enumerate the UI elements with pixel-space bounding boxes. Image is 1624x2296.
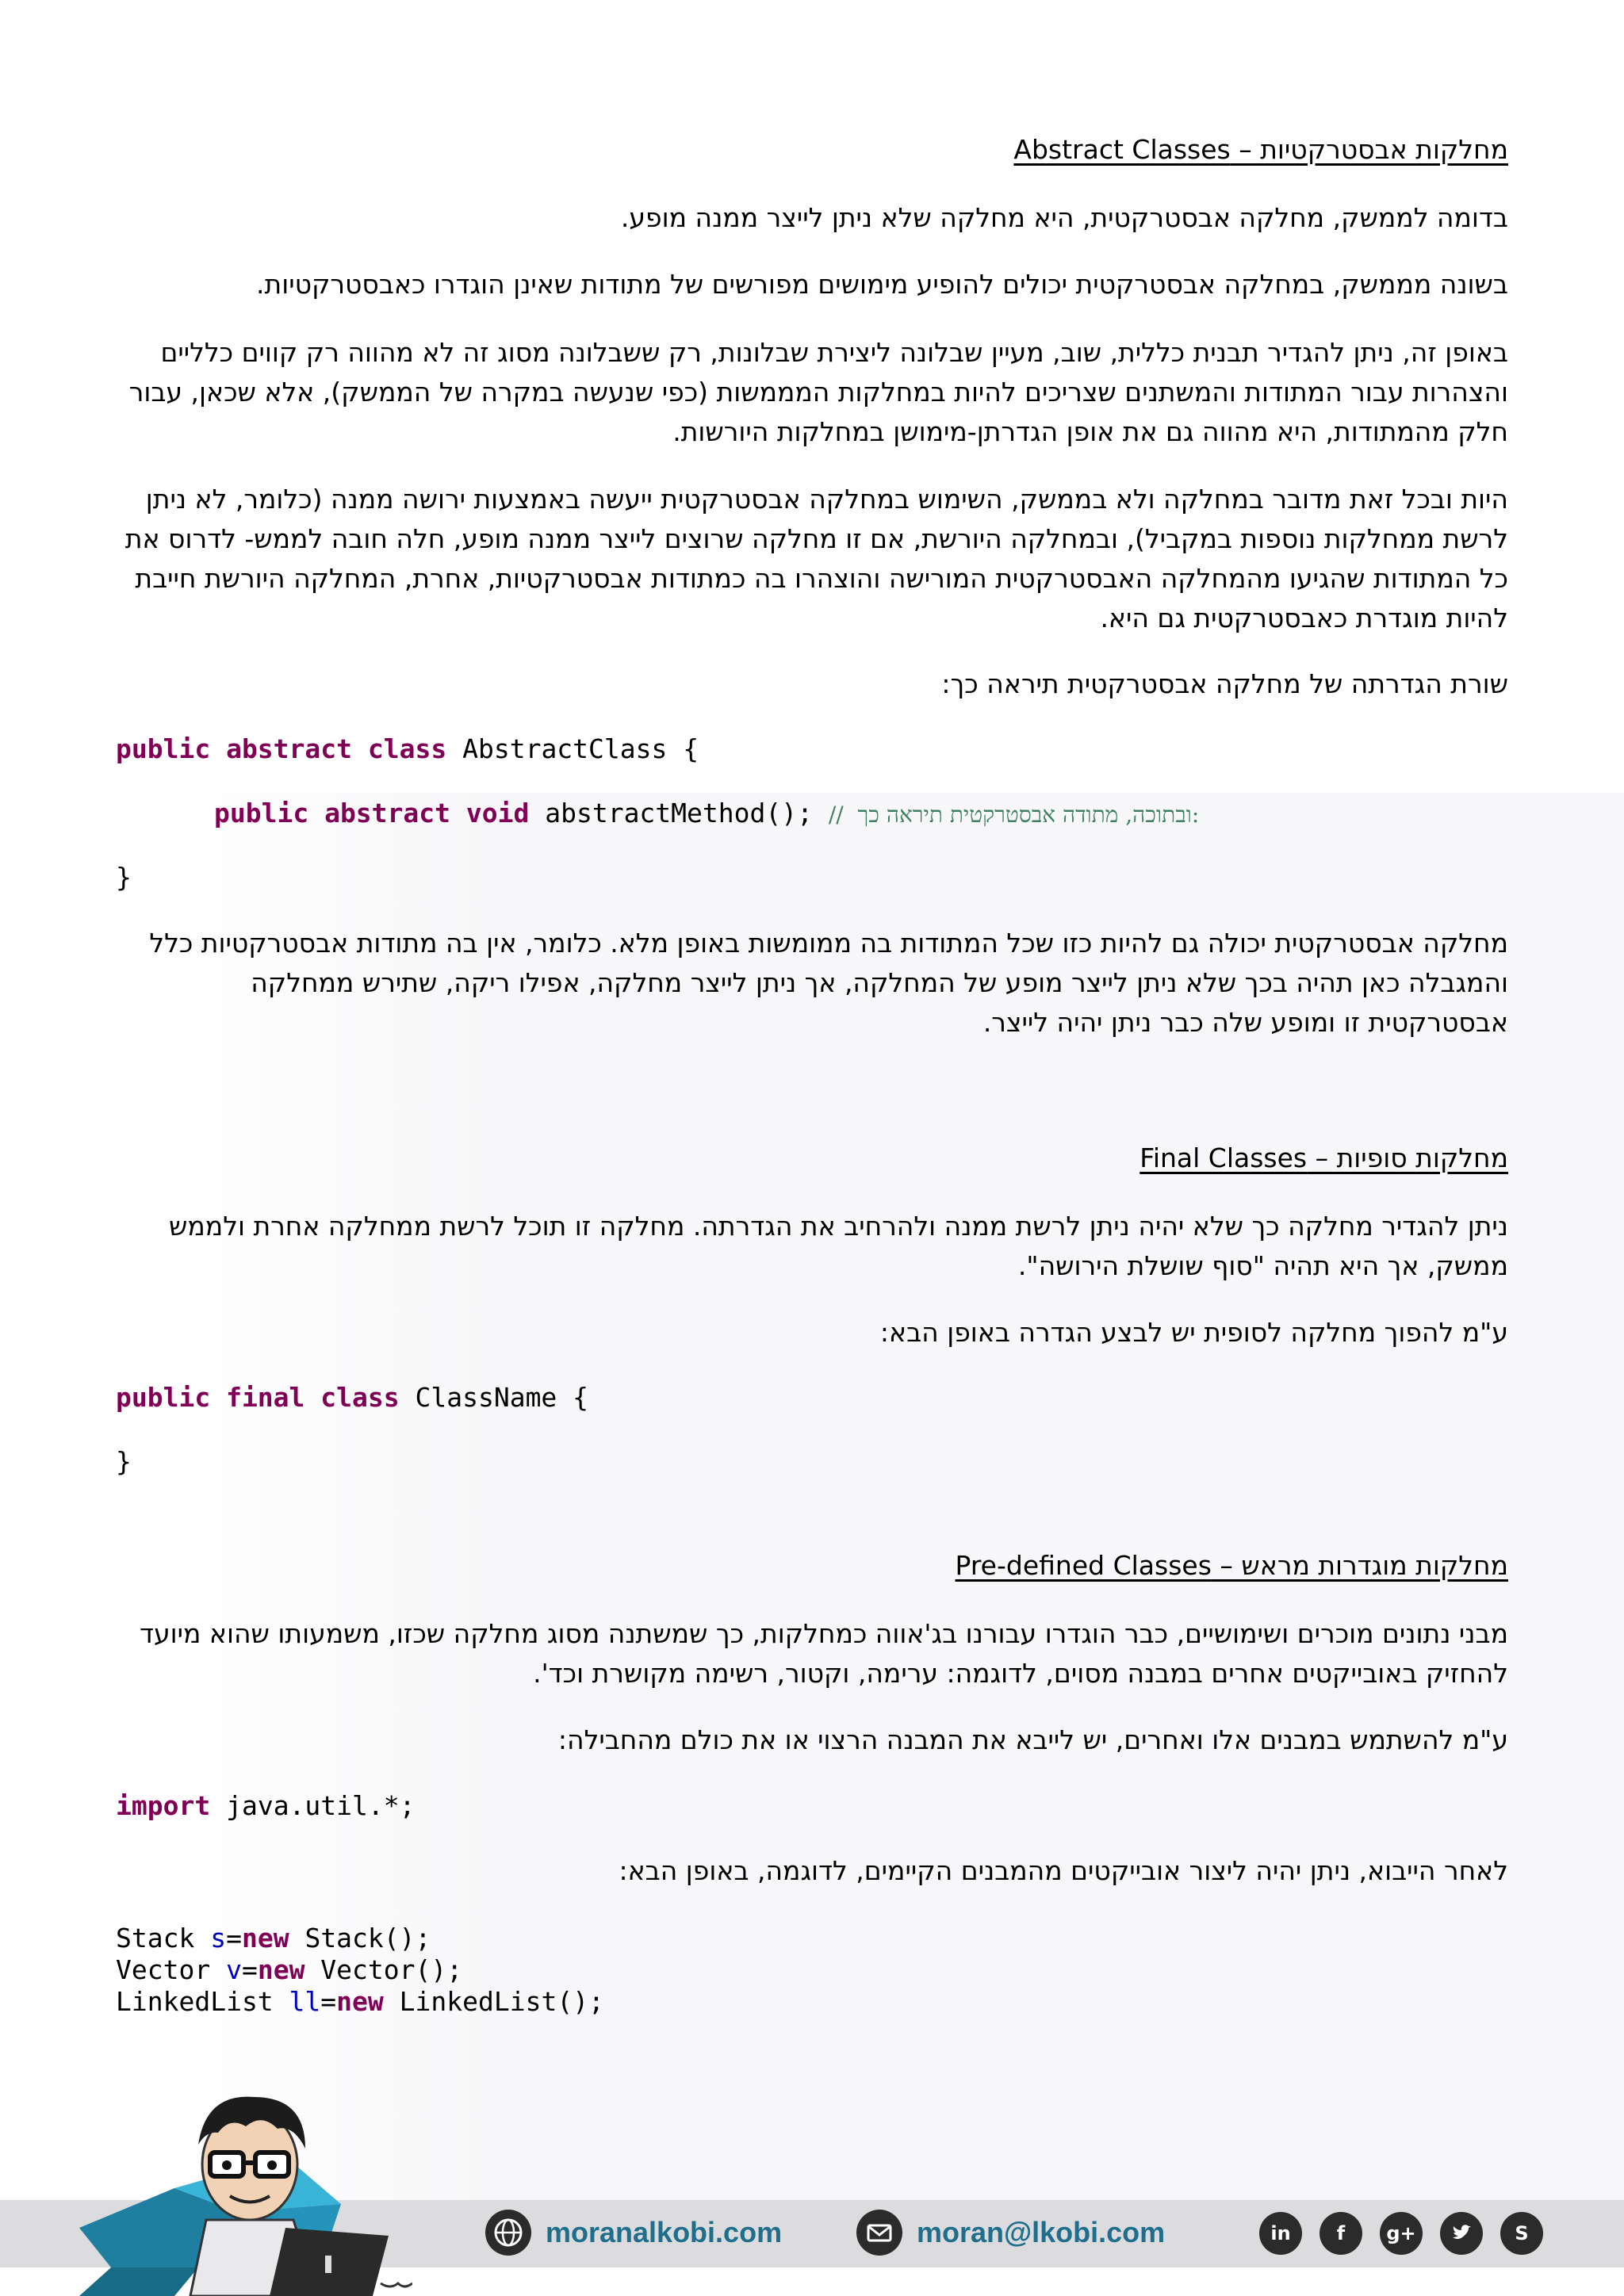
predefined-paragraph-1: מבני נתונים מוכרים ושימושיים, כבר הוגדרו עבורנו בג'אווה כמחלקות, כך שמשתנה מסוג מחלקה שכזו, משמעותו שהוא מיועד להחזיק באובייקטים אחרים במבנה מסוים, לדוגמה: ערימה, וקטור, רשימה מקושרת וכד'.	[139, 1618, 1508, 1689]
google-plus-icon[interactable]: g+	[1380, 2212, 1423, 2255]
predefined-paragraph-3: לאחר הייבוא, ניתן יהיה ליצור אובייקטים מהמבנים הקיימים, לדוגמה, באופן הבא:	[619, 1855, 1508, 1886]
facebook-icon[interactable]: f	[1320, 2212, 1362, 2255]
abstract-classes-heading: מחלקות אבסטרקטיות – Abstract Classes	[1013, 134, 1508, 165]
code-variable: ll	[289, 1986, 321, 2017]
abstract-code-close: }	[116, 862, 132, 893]
code-line-linkedlist	[116, 1986, 604, 2018]
code-type: Stack	[116, 1923, 211, 1954]
code-line-vector	[116, 1954, 462, 1986]
code-keyword: public abstract class	[116, 733, 447, 764]
predefined-paragraph-2: ע"מ להשתמש במבנים אלו ואחרים, יש לייבא את המבנה הרצוי או את כולם מהחבילה:	[557, 1724, 1508, 1755]
predefined-classes-heading: מחלקות מוגדרות מראש – Pre-defined Classes	[955, 1550, 1508, 1581]
code-type: LinkedList	[116, 1986, 289, 2017]
code-text: ClassName {	[399, 1382, 589, 1413]
code-text: Stack();	[289, 1923, 431, 1954]
envelope-icon	[856, 2210, 902, 2256]
code-text: AbstractClass {	[446, 733, 699, 764]
code-variable: v	[226, 1954, 242, 1985]
code-keyword: new	[241, 1923, 289, 1954]
final-paragraph-2: ע"מ להפוך מחלקה לסופית יש לבצע הגדרה באופן הבא:	[879, 1317, 1508, 1348]
final-paragraph-1: ניתן להגדיר מחלקה כך שלא יהיה ניתן לרשת ממנה ולהרחיב את הגדרתה. מחלקה זו תוכל לרשת ממחלקה אחרת ולממש ממשק, אך היא תהיה "סוף שושלת הירושה".	[169, 1211, 1508, 1281]
code-type: Vector	[116, 1954, 227, 1985]
code-keyword: import	[116, 1790, 211, 1821]
twitter-icon[interactable]	[1440, 2212, 1483, 2255]
code-text: abstractMethod();	[529, 798, 829, 828]
abstract-paragraph-1: בדומה לממשק, מחלקה אבסטרקטית, היא מחלקה שלא ניתן לייצר ממנה מופע.	[620, 202, 1508, 233]
code-keyword: new	[336, 1986, 384, 2017]
linkedin-icon[interactable]: in	[1259, 2212, 1302, 2255]
abstract-paragraph-5: שורת הגדרתה של מחלקה אבסטרקטית תיראה כך:	[941, 668, 1508, 699]
skype-icon[interactable]: S	[1500, 2212, 1543, 2255]
code-operator: =	[226, 1923, 242, 1954]
code-keyword: public abstract void	[214, 798, 530, 828]
globe-icon	[485, 2210, 531, 2256]
abstract-code-line-1	[116, 733, 699, 765]
email-text: moran@lkobi.com	[917, 2216, 1166, 2248]
code-operator: =	[320, 1986, 337, 2017]
abstract-paragraph-2: בשונה מממשק, במחלקה אבסטרקטית יכולים להופיע מימושים מפורשים של מתודות שאינן הוגדרו כאבסטרקטיות.	[256, 269, 1508, 300]
website-text: moranalkobi.com	[546, 2216, 783, 2248]
email-link[interactable]	[856, 2209, 1165, 2256]
abstract-code-line-2	[214, 798, 1199, 831]
abstract-paragraph-6: מחלקה אבסטרקטית יכולה גם להיות כזו שכל המתודות בה ממומשות באופן מלא. כלומר, אין בה מתודות אבסטרקטיות כלל והמגבלה כאן תהיה בכך שלא ניתן לייצר מופע של המחלקה, אך ניתן לייצר מחלקה, אפילו ריקה, שתירש ממחלקה אבסטרקטית זו ומופע שלה כבר ניתן יהיה לייצר.	[149, 928, 1508, 1038]
code-comment: // ובתוכה, מתודה אבסטרקטית תיראה כך:	[828, 802, 1200, 828]
code-text: Vector();	[304, 1954, 463, 1985]
abstract-paragraph-3: באופן זה, ניתן להגדיר תבנית כללית, שוב, מעיין שבלונה ליצירת שבלונות, רק ששבלונה מסוג זה לא מהווה רק קווים כלליים והצהרות עבור המתודות והמשתנים שצריכים להיות במחלקות המממשות (כפי שנעשה במקרה של הממשק), אלא שכאן, עבור חלק מהמתודות, היא מהווה גם את אופן הגדרתן-מימושן במחלקות היורשות.	[128, 337, 1508, 447]
code-line-stack	[116, 1923, 431, 1954]
code-keyword: public final class	[116, 1382, 400, 1413]
code-text: java.util.*;	[210, 1790, 416, 1821]
cartoon-avatar-illustration	[79, 2069, 412, 2296]
code-variable: s	[210, 1923, 227, 1954]
final-classes-heading: מחלקות סופיות – Final Classes	[1139, 1142, 1508, 1173]
social-icons	[1259, 2212, 1543, 2255]
import-code-line	[116, 1790, 416, 1822]
abstract-paragraph-4: היות ובכל זאת מדובר במחלקה ולא בממשק, השימוש במחלקה אבסטרקטית ייעשה באמצעות ירושה ממנה (כלומר, לא ניתן לרשת ממחלקות נוספות במקביל), ובמחלקה היורשת, אם זו מחלקה שרוצים לייצר ממנה מופע, חלה חובה לממש- לדרוס את כל המתודות שהגיעו מהמחלקה האבסטרקטית המורישה והוצהרו בה כמתודות אבסטרקטיות, אחרת, המחלקה היורשת חייבת להיות מוגדרת כאבסטרקטית גם היא.	[124, 484, 1508, 633]
final-code-line	[116, 1382, 588, 1414]
code-keyword: new	[257, 1954, 305, 1985]
code-operator: =	[241, 1954, 258, 1985]
website-link[interactable]	[485, 2209, 782, 2256]
code-text: LinkedList();	[383, 1986, 604, 2017]
final-code-close: }	[116, 1446, 132, 1477]
